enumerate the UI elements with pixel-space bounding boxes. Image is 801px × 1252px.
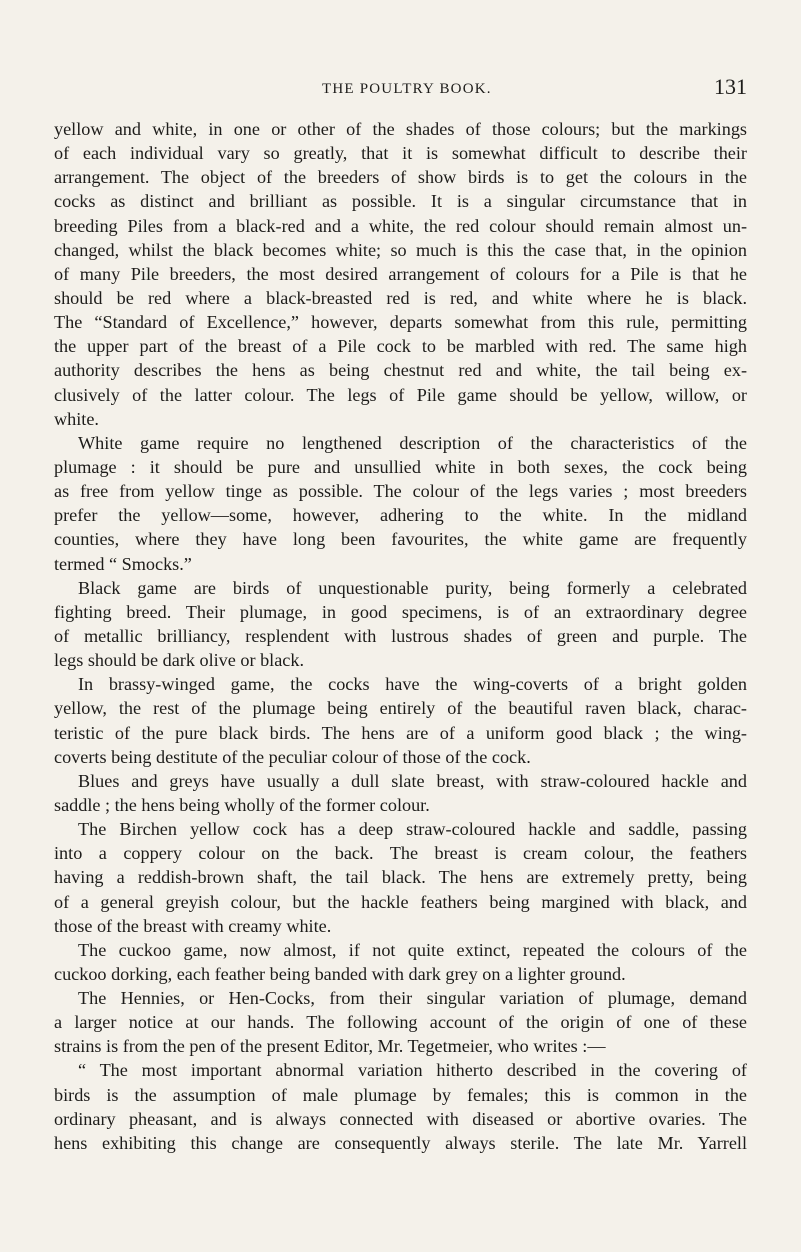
text-line: Blues and greys have usually a dull slate breast, with straw-coloured hackle and [78, 770, 747, 791]
text-line: should be red where a black-breasted red is red, and white where he is black. [54, 287, 747, 308]
text-line: fighting breed. Their plumage, in good specimens, is of an extraordinary degree [54, 601, 747, 622]
text-line: yellow and white, in one or other of the shades of those colours; but the markings [54, 119, 747, 139]
text-line: of many Pile breeders, the most desired arrangement of colours for a Pile is that he [54, 263, 747, 284]
text-line: breeding Piles from a black-red and a white, the red colour should remain almost un- [54, 215, 747, 236]
text-line: The “Standard of Excellence,” however, departs somewhat from this rule, permitting [54, 312, 747, 333]
text-line: as free from yellow tinge as possible. The colour of the legs varies ; most breeders [54, 481, 747, 502]
text-line: legs should be dark olive or black. [54, 650, 305, 671]
text-line: the upper part of the breast of a Pile cock to be marbled with red. The same high [54, 336, 747, 357]
text-line: termed “ Smocks.” [54, 553, 192, 574]
text-line: changed, whilst the black becomes white; so much is this the case that, in the opinion [54, 239, 747, 260]
text-line: The Birchen yellow cock has a deep straw-coloured hackle and saddle, passing [78, 819, 747, 840]
text-line: arrangement. The object of the breeders of show birds is to get the colours in the [54, 167, 747, 188]
text-line: authority describes the hens as being chestnut red and white, the tail being ex- [54, 360, 747, 381]
text-line: having a reddish-brown shaft, the tail black. The hens are extremely pretty, being [54, 867, 747, 888]
text-line: cocks as distinct and brilliant as possible. It is a singular circumstance that in [54, 191, 747, 212]
text-line: hens exhibiting this change are consequently always sterile. The late Mr. Yarrell [54, 1132, 747, 1153]
text-line: birds is the assumption of male plumage by females; this is common in the [54, 1084, 747, 1105]
page-number: 131 [714, 74, 747, 99]
body-text [54, 117, 747, 1155]
text-line: into a coppery colour on the back. The breast is cream colour, the feathers [54, 843, 747, 864]
text-line: of a general greyish colour, but the hackle feathers being margined with black, and [54, 891, 747, 912]
text-line: of metallic brilliancy, resplendent with lustrous shades of green and purple. The [54, 625, 747, 646]
text-line: plumage : it should be pure and unsullied white in both sexes, the cock being [54, 456, 747, 477]
text-line: cuckoo dorking, each feather being banded with dark grey on a lighter ground. [54, 963, 626, 984]
running-title: THE POULTRY BOOK. [322, 81, 492, 97]
text-line: “ The most important abnormal variation hitherto described in the covering of [78, 1060, 747, 1081]
text-line: clusively of the latter colour. The legs of Pile game should be yellow, willow, or [54, 384, 747, 405]
text-line: The cuckoo game, now almost, if not quite extinct, repeated the colours of the [78, 939, 747, 960]
text-line: teristic of the pure black birds. The hens are of a uniform good black ; the wing- [54, 722, 747, 743]
text-line: saddle ; the hens being wholly of the former colour. [54, 794, 430, 815]
text-line: white. [54, 408, 99, 429]
text-line: coverts being destitute of the peculiar colour of those of the cock. [54, 746, 531, 767]
text-line: yellow, the rest of the plumage being entirely of the beautiful raven black, charac- [54, 698, 747, 719]
text-line: The Hennies, or Hen-Cocks, from their singular variation of plumage, demand [78, 988, 747, 1009]
text-line: counties, where they have long been favourites, the white game are frequently [54, 529, 747, 550]
text-line: Black game are birds of unquestionable purity, being formerly a celebrated [78, 577, 747, 598]
text-line: prefer the yellow—some, however, adhering to the white. In the midland [54, 505, 747, 526]
text-line: a larger notice at our hands. The following account of the origin of one of these [54, 1012, 747, 1033]
text-line: In brassy-winged game, the cocks have the wing-coverts of a bright golden [78, 674, 747, 695]
running-head [0, 74, 801, 104]
text-line: of each individual vary so greatly, that it is somewhat difficult to describe their [54, 143, 747, 164]
text-line: strains is from the pen of the present Editor, Mr. Tegetmeier, who writes :— [54, 1036, 606, 1057]
text-line: White game require no lengthened description of the characteristics of the [78, 432, 747, 453]
text-line: ordinary pheasant, and is always connected with diseased or abortive ovaries. The [54, 1108, 747, 1129]
text-line: those of the breast with creamy white. [54, 915, 332, 936]
